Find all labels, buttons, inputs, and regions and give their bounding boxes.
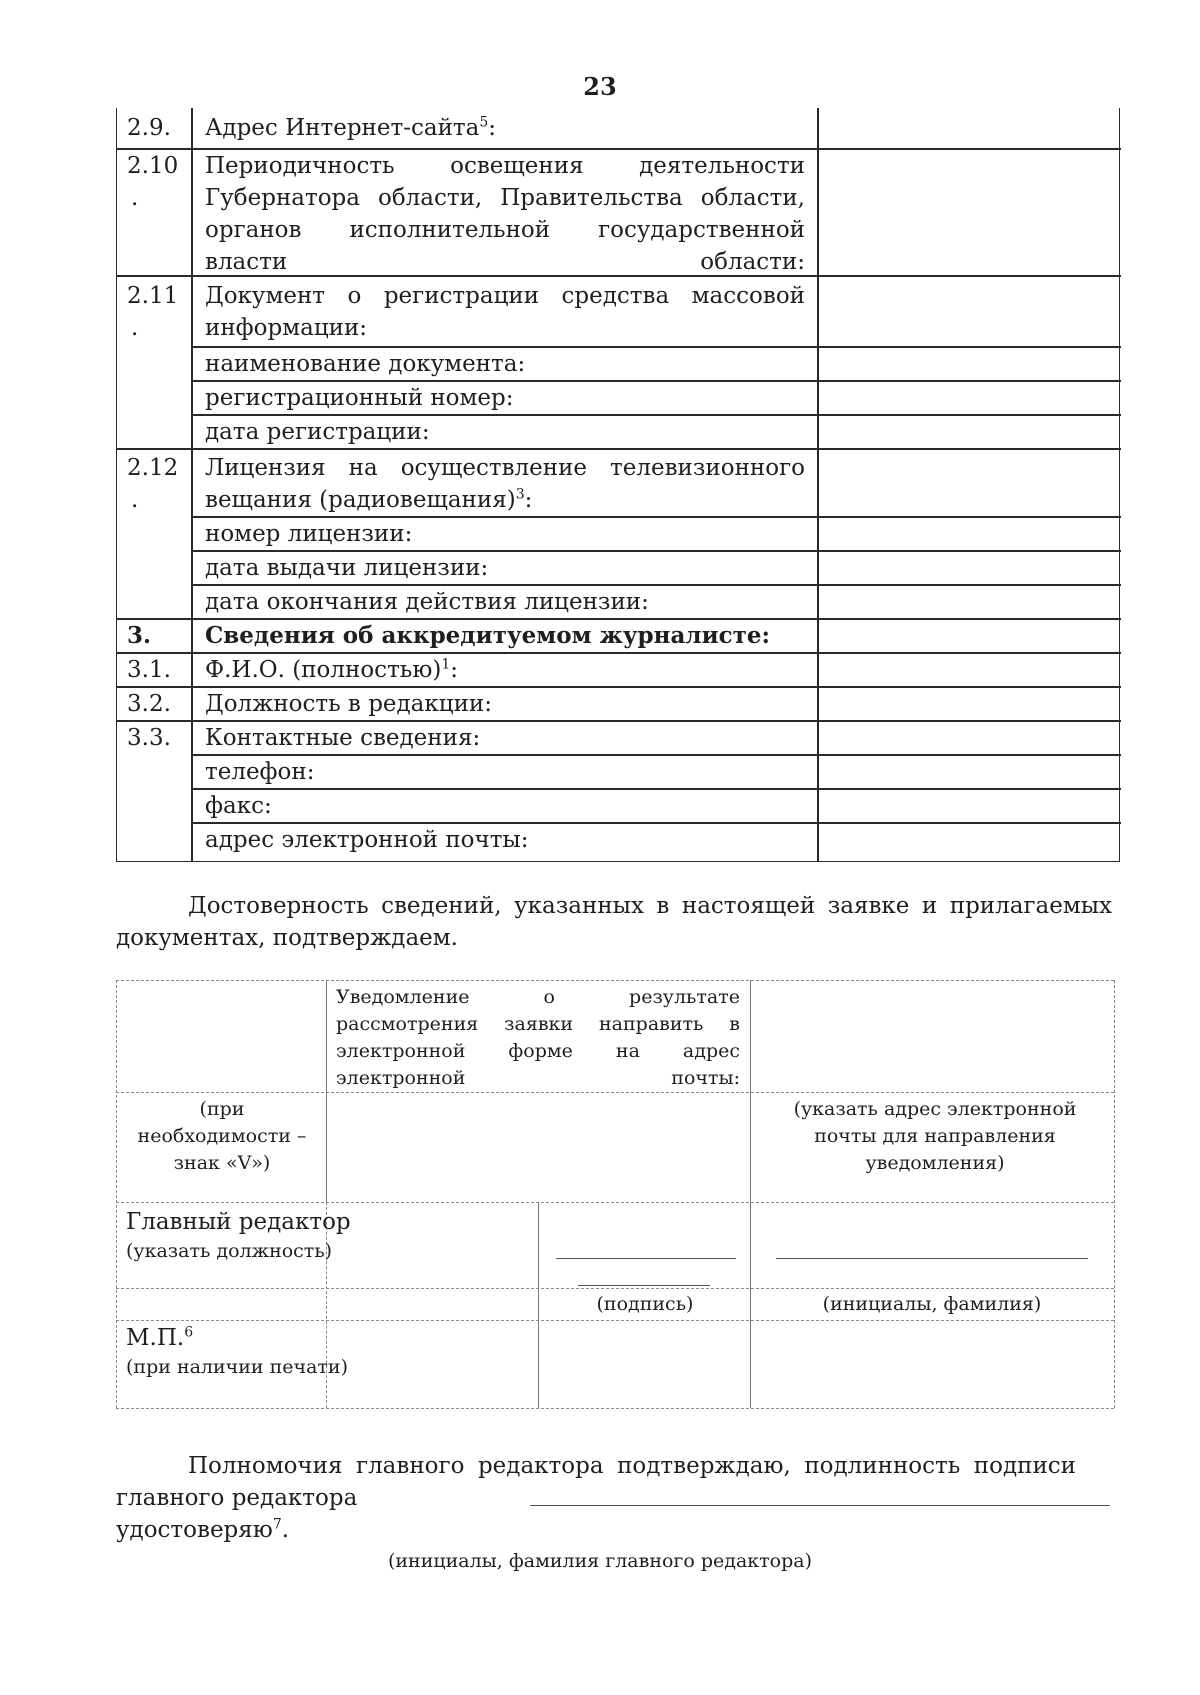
- signature-line: [556, 1258, 736, 1259]
- col-divider-1: [191, 108, 193, 862]
- table-subrow-label: адрес электронной почты:: [205, 827, 529, 853]
- notification-text: Уведомление о результате рассмотрения заявки направить в электронной форме на адрес электронной почты:: [336, 986, 740, 1089]
- table-subrow-label: дата окончания действия лицензии:: [205, 589, 649, 615]
- signature-line-short: [578, 1285, 710, 1286]
- stamp-hint: (при наличии печати): [126, 1356, 348, 1378]
- table-subrow-label: номер лицензии:: [205, 521, 413, 547]
- table-row-label: Адрес Интернет-сайта$^5$:: [205, 114, 497, 141]
- table-row-label: Должность в редакции:: [205, 691, 492, 717]
- authority-name-line: [530, 1505, 1110, 1506]
- authority-paragraph: Полномочия главного редактора подтверждаю, подлинность подписи главного редактора: [116, 1453, 1076, 1511]
- table-subrow-label: факс:: [205, 793, 272, 819]
- name-hint: (инициалы, фамилия): [822, 1293, 1042, 1315]
- table-row-label: Ф.И.О. (полностью)$^1$:: [205, 656, 458, 683]
- signature-hint: (подпись): [596, 1293, 694, 1315]
- table-row-label: Контактные сведения:: [205, 725, 481, 751]
- col-divider-2: [817, 108, 819, 862]
- section-heading: Сведения об аккредитуемом журналисте:: [205, 622, 771, 649]
- table-row-label: Лицензия на осуществление телевизионного вещания (радиовещания)$^3$:: [205, 455, 805, 513]
- stamp-label: М.П.$^6$: [126, 1324, 194, 1351]
- authority-paragraph-end: удостоверяю$^7$.: [116, 1516, 290, 1543]
- application-table: [116, 108, 1120, 862]
- row-number: 3.: [127, 622, 152, 649]
- row-number: 2.11 .: [127, 283, 179, 341]
- notify-checkbox[interactable]: [116, 980, 326, 1092]
- row-number: 2.9.: [127, 115, 171, 141]
- name-line: [776, 1258, 1088, 1259]
- row-number: 3.3.: [127, 725, 171, 751]
- table-subrow-label: телефон:: [205, 759, 315, 785]
- chief-editor-label: Главный редактор: [126, 1209, 351, 1235]
- row-number: 2.12 .: [127, 455, 179, 513]
- notify-email-field[interactable]: [750, 980, 1114, 1092]
- table-subrow-label: дата выдачи лицензии:: [205, 555, 489, 581]
- row-number: 3.2.: [127, 691, 171, 717]
- position-hint: (указать должность): [126, 1240, 333, 1262]
- table-row-label: Документ о регистрации средства массовой информации:: [205, 283, 805, 341]
- authority-name-hint: (инициалы, фамилия главного редактора): [387, 1550, 813, 1572]
- table-subrow-label: наименование документа:: [205, 351, 526, 377]
- checkbox-hint: (при необходимости – знак «V»): [137, 1098, 307, 1174]
- table-row-label: Периодичность освещения деятельности Губернатора области, Правительства области, органов исполнительной государственной власти области:: [205, 153, 805, 275]
- page-number: 23: [583, 72, 617, 101]
- confirmation-paragraph: Достоверность сведений, указанных в настоящей заявке и прилагаемых документах, подтверждаем.: [116, 893, 1112, 951]
- row-number: 3.1.: [127, 657, 171, 683]
- table-subrow-label: дата регистрации:: [205, 419, 430, 445]
- email-hint: (указать адрес электронной почты для направления уведомления): [793, 1098, 1077, 1174]
- table-subrow-label: регистрационный номер:: [205, 385, 514, 411]
- row-number: 2.10 .: [127, 153, 179, 211]
